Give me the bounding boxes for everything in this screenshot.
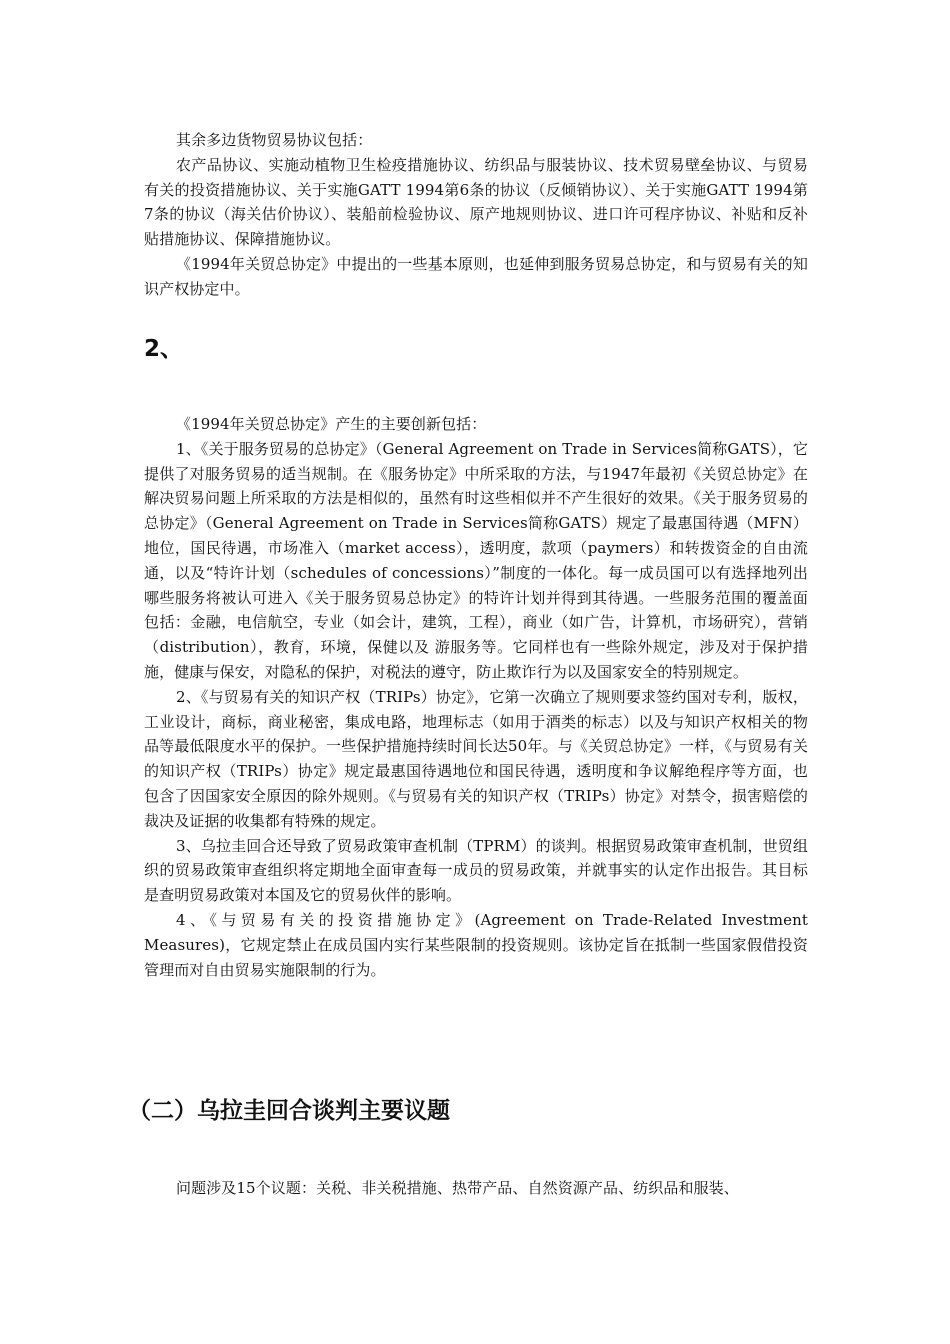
paragraph-intro: 其余多边货物贸易协议包括：: [176, 131, 373, 149]
paragraph-item-tprm: 3、乌拉圭回合还导致了贸易政策审查机制（TPRM）的谈判。根据贸易政策审查机制，世贸组织的贸易政策审查组织将定期地全面审查每一成员的贸易政策，并就事实的认定作出报告。其目标是查明贸易政策对本国及它的贸易伙伴的影响。: [144, 836, 808, 905]
paragraph-principles: 《1994年关贸总协定》中提出的一些基本原则，也延伸到服务贸易总协定，和与贸易有关的知识产权协定中。: [144, 254, 808, 298]
paragraph-topics-intro: 问题涉及15个议题：关税、非关税措施、热带产品、自然资源产品、纺织品和服装、: [176, 1179, 739, 1197]
paragraph-item-trips: 2、《与贸易有关的知识产权（TRIPs）协定》，它第一次确立了规则要求签约国对专利，版权，工业设计，商标，商业秘密，集成电路，地理标志（如用于酒类的标志）以及与知识产权相关的物品等最低限度水平的保护。一些保护措施持续时间长达50年。与《关贸总协定》一样，《与贸易有关的知识产权（TRIPs）协定》规定最惠国待遇地位和国民待遇，透明度和争议解绝程序等方面，也包含了因国家安全原因的除外规则。《与贸易有关的知识产权（TRIPs）协定》对禁令，损害赔偿的裁决及证据的收集都有特殊的规定。: [144, 687, 808, 830]
paragraph-agreement-list: 农产品协议、实施动植物卫生检疫措施协议、纺织品与服装协议、技术贸易壁垒协议、与贸易有关的投资措施协议、关于实施GATT 1994第6条的协议（反倾销协议）、关于实施GATT 1994第7条的协议（海关估价协议）、装船前检验协议、原产地规则协议、进口许可程序协议、补贴和反补贴措施协议、保障措施协议。: [144, 155, 808, 249]
paragraph-item-gats: 1、《关于服务贸易的总协定》（General Agreement on Trade in Services简称GATS），它提供了对服务贸易的适当规制。在《服务协定》中所采取的方法，与1947年最初《关贸总协定》在解决贸易问题上所采取的方法是相似的，虽然有时这些相似并不产生很好的效果。《关于服务贸易的总协定》（General Agreement on Trade in Services简称GATS）规定了最惠国待遇（MFN）地位，国民待遇，市场准入（market access），透明度，款项（paymers）和转拨资金的自由流通，以及“特许计划（schedules of concessions）”制度的一体化。每一成员国可以有选择地列出哪些服务将被认可进入《关于服务贸易总协定》的特许计划并得到其待遇。一些服务范围的覆盖面包括：金融，电信航空，专业（如会计，建筑，工程），商业（如广告，计算机，市场研究），营销（distribution），教育，环境，保健以及 游服务等。它同样也有一些除外规定，涉及对于保护措施，健康与保安，对隐私的保护，对税法的遵守，防止欺诈行为以及国家安全的特别规定。: [144, 439, 808, 681]
section-heading-2: 2、: [144, 336, 184, 362]
section-topics: [144, 1176, 808, 1201]
section-heading-uruguay-topics: （二）乌拉圭回合谈判主要议题: [128, 1098, 450, 1124]
section-innovations: [144, 412, 808, 982]
paragraph-innovations-intro: 《1994年关贸总协定》产生的主要创新包括：: [176, 415, 487, 433]
section-other-agreements: [144, 128, 808, 302]
paragraph-item-trims: 4、《与贸易有关的投资措施协定》(Agreement on Trade-Related Investment Measures)，它规定禁止在成员国内实行某些限制的投资规则。该协定旨在抵制一些国家假借投资管理而对自由贸易实施限制的行为。: [144, 910, 808, 979]
